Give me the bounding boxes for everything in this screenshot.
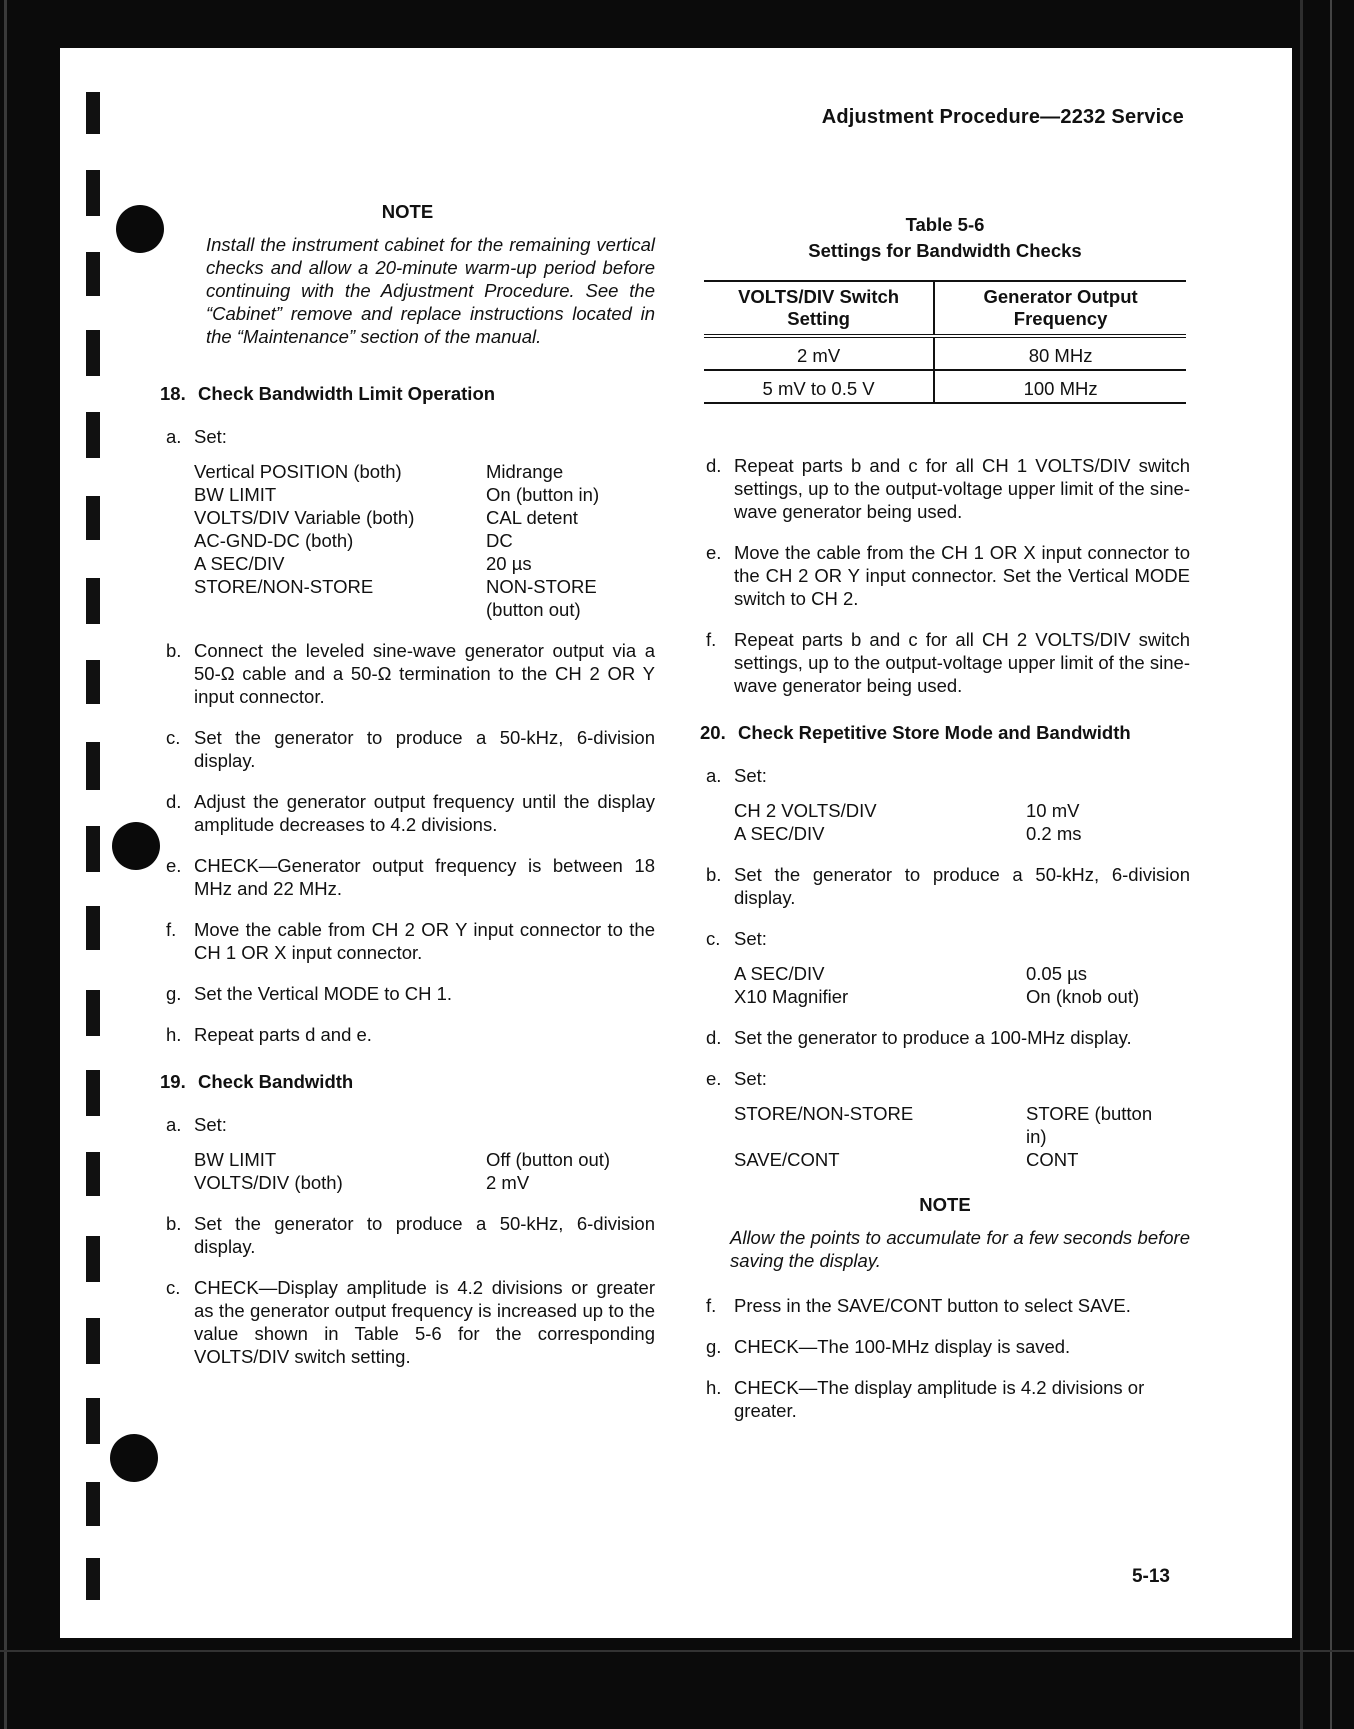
binding-mark — [86, 1236, 100, 1282]
item-letter: h. — [166, 1024, 182, 1045]
setting-value: Off (button out) — [486, 1149, 611, 1170]
scan-speck — [1300, 0, 1303, 1729]
table-row — [704, 336, 1186, 370]
item-text: Press in the SAVE/CONT button to select SAVE. — [734, 1295, 1131, 1316]
binding-mark — [86, 1482, 100, 1526]
item-letter: c. — [706, 928, 721, 949]
step-item — [700, 1026, 1190, 1049]
step-item — [700, 863, 1190, 909]
step-item — [160, 790, 655, 836]
setting-key: BW LIMIT — [194, 1149, 277, 1170]
item-text: Set the Vertical MODE to CH 1. — [194, 983, 453, 1004]
item-text: Set: — [194, 426, 227, 447]
settings-list — [194, 1148, 655, 1194]
item-letter: d. — [166, 791, 182, 812]
scan-speck — [1330, 0, 1332, 1729]
table-cell: 100 MHz — [934, 370, 1186, 403]
note-body: Allow the points to accumulate for a few seconds before saving the display. — [730, 1227, 1190, 1271]
setting-value: CONT — [1026, 1149, 1079, 1170]
step-item — [160, 854, 655, 900]
binding-mark — [86, 92, 100, 134]
item-text: Connect the leveled sine-wave generator output via a 50-Ω cable and a 50-Ω termination to the CH 2 OR Y input connector. — [194, 640, 655, 707]
item-letter: g. — [706, 1336, 722, 1357]
item-letter: g. — [166, 983, 182, 1004]
binding-mark — [86, 170, 100, 216]
setting-value: STORE (button in) — [1026, 1103, 1153, 1147]
setting-key: SAVE/CONT — [734, 1149, 840, 1170]
setting-value: Midrange — [486, 461, 564, 482]
table-cell: 80 MHz — [934, 336, 1186, 370]
setting-value: 20 µs — [486, 553, 532, 574]
table-cell: 2 mV — [704, 336, 934, 370]
setting-key: A SEC/DIV — [194, 553, 285, 574]
bandwidth-table — [704, 280, 1186, 404]
step-item — [160, 639, 655, 708]
settings-list — [734, 962, 1190, 1008]
step-number: 19. — [160, 1071, 186, 1092]
step-item — [700, 1294, 1190, 1317]
item-letter: c. — [166, 727, 181, 748]
item-letter: h. — [706, 1377, 722, 1398]
binder-hole — [110, 1434, 158, 1482]
note-title: NOTE — [919, 1194, 971, 1215]
binder-hole — [116, 205, 164, 253]
item-text: CHECK—Display amplitude is 4.2 divisions or greater as the generator output frequency is increased up to the value shown in Table 5-6 for the corresponding VOLTS/DIV switch setting. — [194, 1277, 655, 1367]
binding-mark — [86, 330, 100, 376]
setting-value: DC — [486, 530, 513, 551]
step-item — [160, 425, 655, 621]
setting-value: On (button in) — [486, 484, 600, 505]
step-number: 18. — [160, 383, 186, 404]
binding-mark — [86, 496, 100, 540]
binding-mark — [86, 1152, 100, 1196]
setting-key: STORE/NON-STORE — [194, 576, 374, 597]
step-number: 20. — [700, 722, 726, 743]
scan-speck — [4, 0, 7, 1729]
item-letter: e. — [166, 855, 182, 876]
binding-mark — [86, 826, 100, 872]
binding-mark — [86, 990, 100, 1036]
item-text: Repeat parts b and c for all CH 2 VOLTS/DIV switch settings, up to the output-voltage upper limit of the sine-wave generator being used. — [734, 629, 1190, 696]
setting-row — [734, 1148, 1190, 1171]
item-letter: f. — [166, 919, 177, 940]
setting-value: 0.2 ms — [1026, 823, 1082, 844]
setting-key: VOLTS/DIV Variable (both) — [194, 507, 415, 528]
page-number: 5-13 — [1131, 1566, 1170, 1587]
note-title: NOTE — [381, 201, 434, 222]
step-item — [700, 927, 1190, 1008]
item-text: Set: — [734, 928, 767, 949]
setting-row — [734, 799, 1190, 822]
item-letter: a. — [706, 765, 722, 786]
step-18-title — [160, 382, 655, 405]
step-19-title — [160, 1070, 655, 1093]
item-text: Set the generator to produce a 100-MHz display. — [734, 1027, 1132, 1048]
item-text: Set the generator to produce a 50-kHz, 6-division display. — [194, 1213, 655, 1257]
step-item — [160, 982, 655, 1005]
item-letter: d. — [706, 455, 722, 476]
setting-row — [734, 822, 1190, 845]
right-column — [700, 212, 1190, 1440]
step-title-text: Check Repetitive Store Mode and Bandwidth — [738, 722, 1131, 743]
settings-list — [194, 460, 655, 621]
item-text: Set the generator to produce a 50-kHz, 6-division display. — [734, 864, 1190, 908]
setting-row — [194, 529, 655, 552]
item-text: Move the cable from the CH 1 OR X input connector to the CH 2 OR Y input connector. Set the Vertical MODE switch to CH 2. — [734, 542, 1190, 609]
item-letter: a. — [166, 1114, 182, 1135]
item-letter: b. — [166, 1213, 182, 1234]
item-text: Set: — [734, 765, 767, 786]
item-text: CHECK—The display amplitude is 4.2 divisions or greater. — [734, 1377, 1145, 1421]
setting-row — [194, 1148, 655, 1171]
table-header-row — [704, 281, 1186, 336]
left-column — [160, 200, 655, 1386]
item-letter: d. — [706, 1027, 722, 1048]
binding-mark — [86, 252, 100, 296]
table-5-6 — [704, 212, 1186, 404]
binding-mark — [86, 578, 100, 624]
binding-mark — [86, 1318, 100, 1364]
binding-mark — [86, 1558, 100, 1600]
step-item — [160, 1113, 655, 1194]
setting-row — [194, 483, 655, 506]
setting-row — [194, 552, 655, 575]
setting-row — [194, 506, 655, 529]
setting-key: A SEC/DIV — [734, 963, 825, 984]
item-letter: a. — [166, 426, 182, 447]
binding-mark — [86, 1398, 100, 1444]
item-letter: c. — [166, 1277, 181, 1298]
binding-mark — [86, 660, 100, 704]
step-item — [700, 1335, 1190, 1358]
setting-key: AC-GND-DC (both) — [194, 530, 354, 551]
table-title: Table 5-6 — [905, 214, 985, 235]
item-text: Repeat parts d and e. — [194, 1024, 372, 1045]
note-body: Install the instrument cabinet for the remaining vertical checks and allow a 20-minute warm-up period before continuing with the Adjustment Procedure. See the “Cabinet” remove and replace instructions located in the “Maintenance” section of the manual. — [206, 234, 655, 347]
table-cell: 5 mV to 0.5 V — [704, 370, 934, 403]
setting-key: Vertical POSITION (both) — [194, 461, 402, 482]
setting-row — [194, 1171, 655, 1194]
item-letter: f. — [706, 629, 717, 650]
setting-key: STORE/NON-STORE — [734, 1103, 914, 1124]
step-20-title — [700, 721, 1190, 744]
step-item — [700, 628, 1190, 697]
setting-key: A SEC/DIV — [734, 823, 825, 844]
settings-list — [734, 1102, 1190, 1171]
item-text: Move the cable from CH 2 OR Y input connector to the CH 1 OR X input connector. — [194, 919, 655, 963]
setting-value: 10 mV — [1026, 800, 1080, 821]
step-item — [160, 1023, 655, 1046]
step-item — [160, 1276, 655, 1368]
setting-row — [734, 985, 1190, 1008]
settings-list — [734, 799, 1190, 845]
item-letter: b. — [166, 640, 182, 661]
binder-hole — [112, 822, 160, 870]
setting-value: 0.05 µs — [1026, 963, 1088, 984]
item-text: Set the generator to produce a 50-kHz, 6-division display. — [194, 727, 655, 771]
item-text: Set: — [734, 1068, 767, 1089]
step-item — [700, 764, 1190, 845]
table-header-cell: Generator Output Frequency — [934, 281, 1186, 336]
step-item — [160, 918, 655, 964]
setting-value: 2 mV — [486, 1172, 530, 1193]
setting-row — [194, 575, 655, 621]
step-title-text: Check Bandwidth — [198, 1071, 354, 1092]
step-item — [160, 1212, 655, 1258]
setting-row — [194, 460, 655, 483]
setting-key: X10 Magnifier — [734, 986, 849, 1007]
item-letter: e. — [706, 542, 722, 563]
setting-row — [734, 962, 1190, 985]
table-row — [704, 370, 1186, 403]
scan-speck — [0, 1650, 1354, 1652]
running-header: Adjustment Procedure—2232 Service — [821, 106, 1184, 128]
binding-mark — [86, 412, 100, 458]
step-item — [700, 541, 1190, 610]
setting-key: CH 2 VOLTS/DIV — [734, 800, 877, 821]
item-text: Repeat parts b and c for all CH 1 VOLTS/DIV switch settings, up to the output-voltage upper limit of the sine-wave generator being used. — [734, 455, 1190, 522]
binding-mark — [86, 906, 100, 950]
step-title-text: Check Bandwidth Limit Operation — [198, 383, 496, 404]
item-letter: f. — [706, 1295, 717, 1316]
setting-row — [734, 1102, 1190, 1148]
step-item — [700, 1376, 1190, 1422]
item-text: CHECK—The 100-MHz display is saved. — [734, 1336, 1071, 1357]
setting-key: BW LIMIT — [194, 484, 277, 505]
table-subtitle: Settings for Bandwidth Checks — [808, 240, 1082, 261]
step-item — [700, 1067, 1190, 1171]
step-item — [160, 726, 655, 772]
table-header-cell: VOLTS/DIV Switch Setting — [704, 281, 934, 336]
setting-key: VOLTS/DIV (both) — [194, 1172, 343, 1193]
step-item — [700, 454, 1190, 523]
item-text: Set: — [194, 1114, 227, 1135]
binding-mark — [86, 1070, 100, 1116]
binding-mark — [86, 742, 100, 790]
item-text: Adjust the generator output frequency until the display amplitude decreases to 4.2 divisions. — [194, 791, 655, 835]
setting-value: CAL detent — [486, 507, 578, 528]
item-letter: e. — [706, 1068, 722, 1089]
item-text: CHECK—Generator output frequency is between 18 MHz and 22 MHz. — [194, 855, 655, 899]
setting-value: NON-STORE (button out) — [486, 576, 597, 620]
item-letter: b. — [706, 864, 722, 885]
setting-value: On (knob out) — [1026, 986, 1140, 1007]
